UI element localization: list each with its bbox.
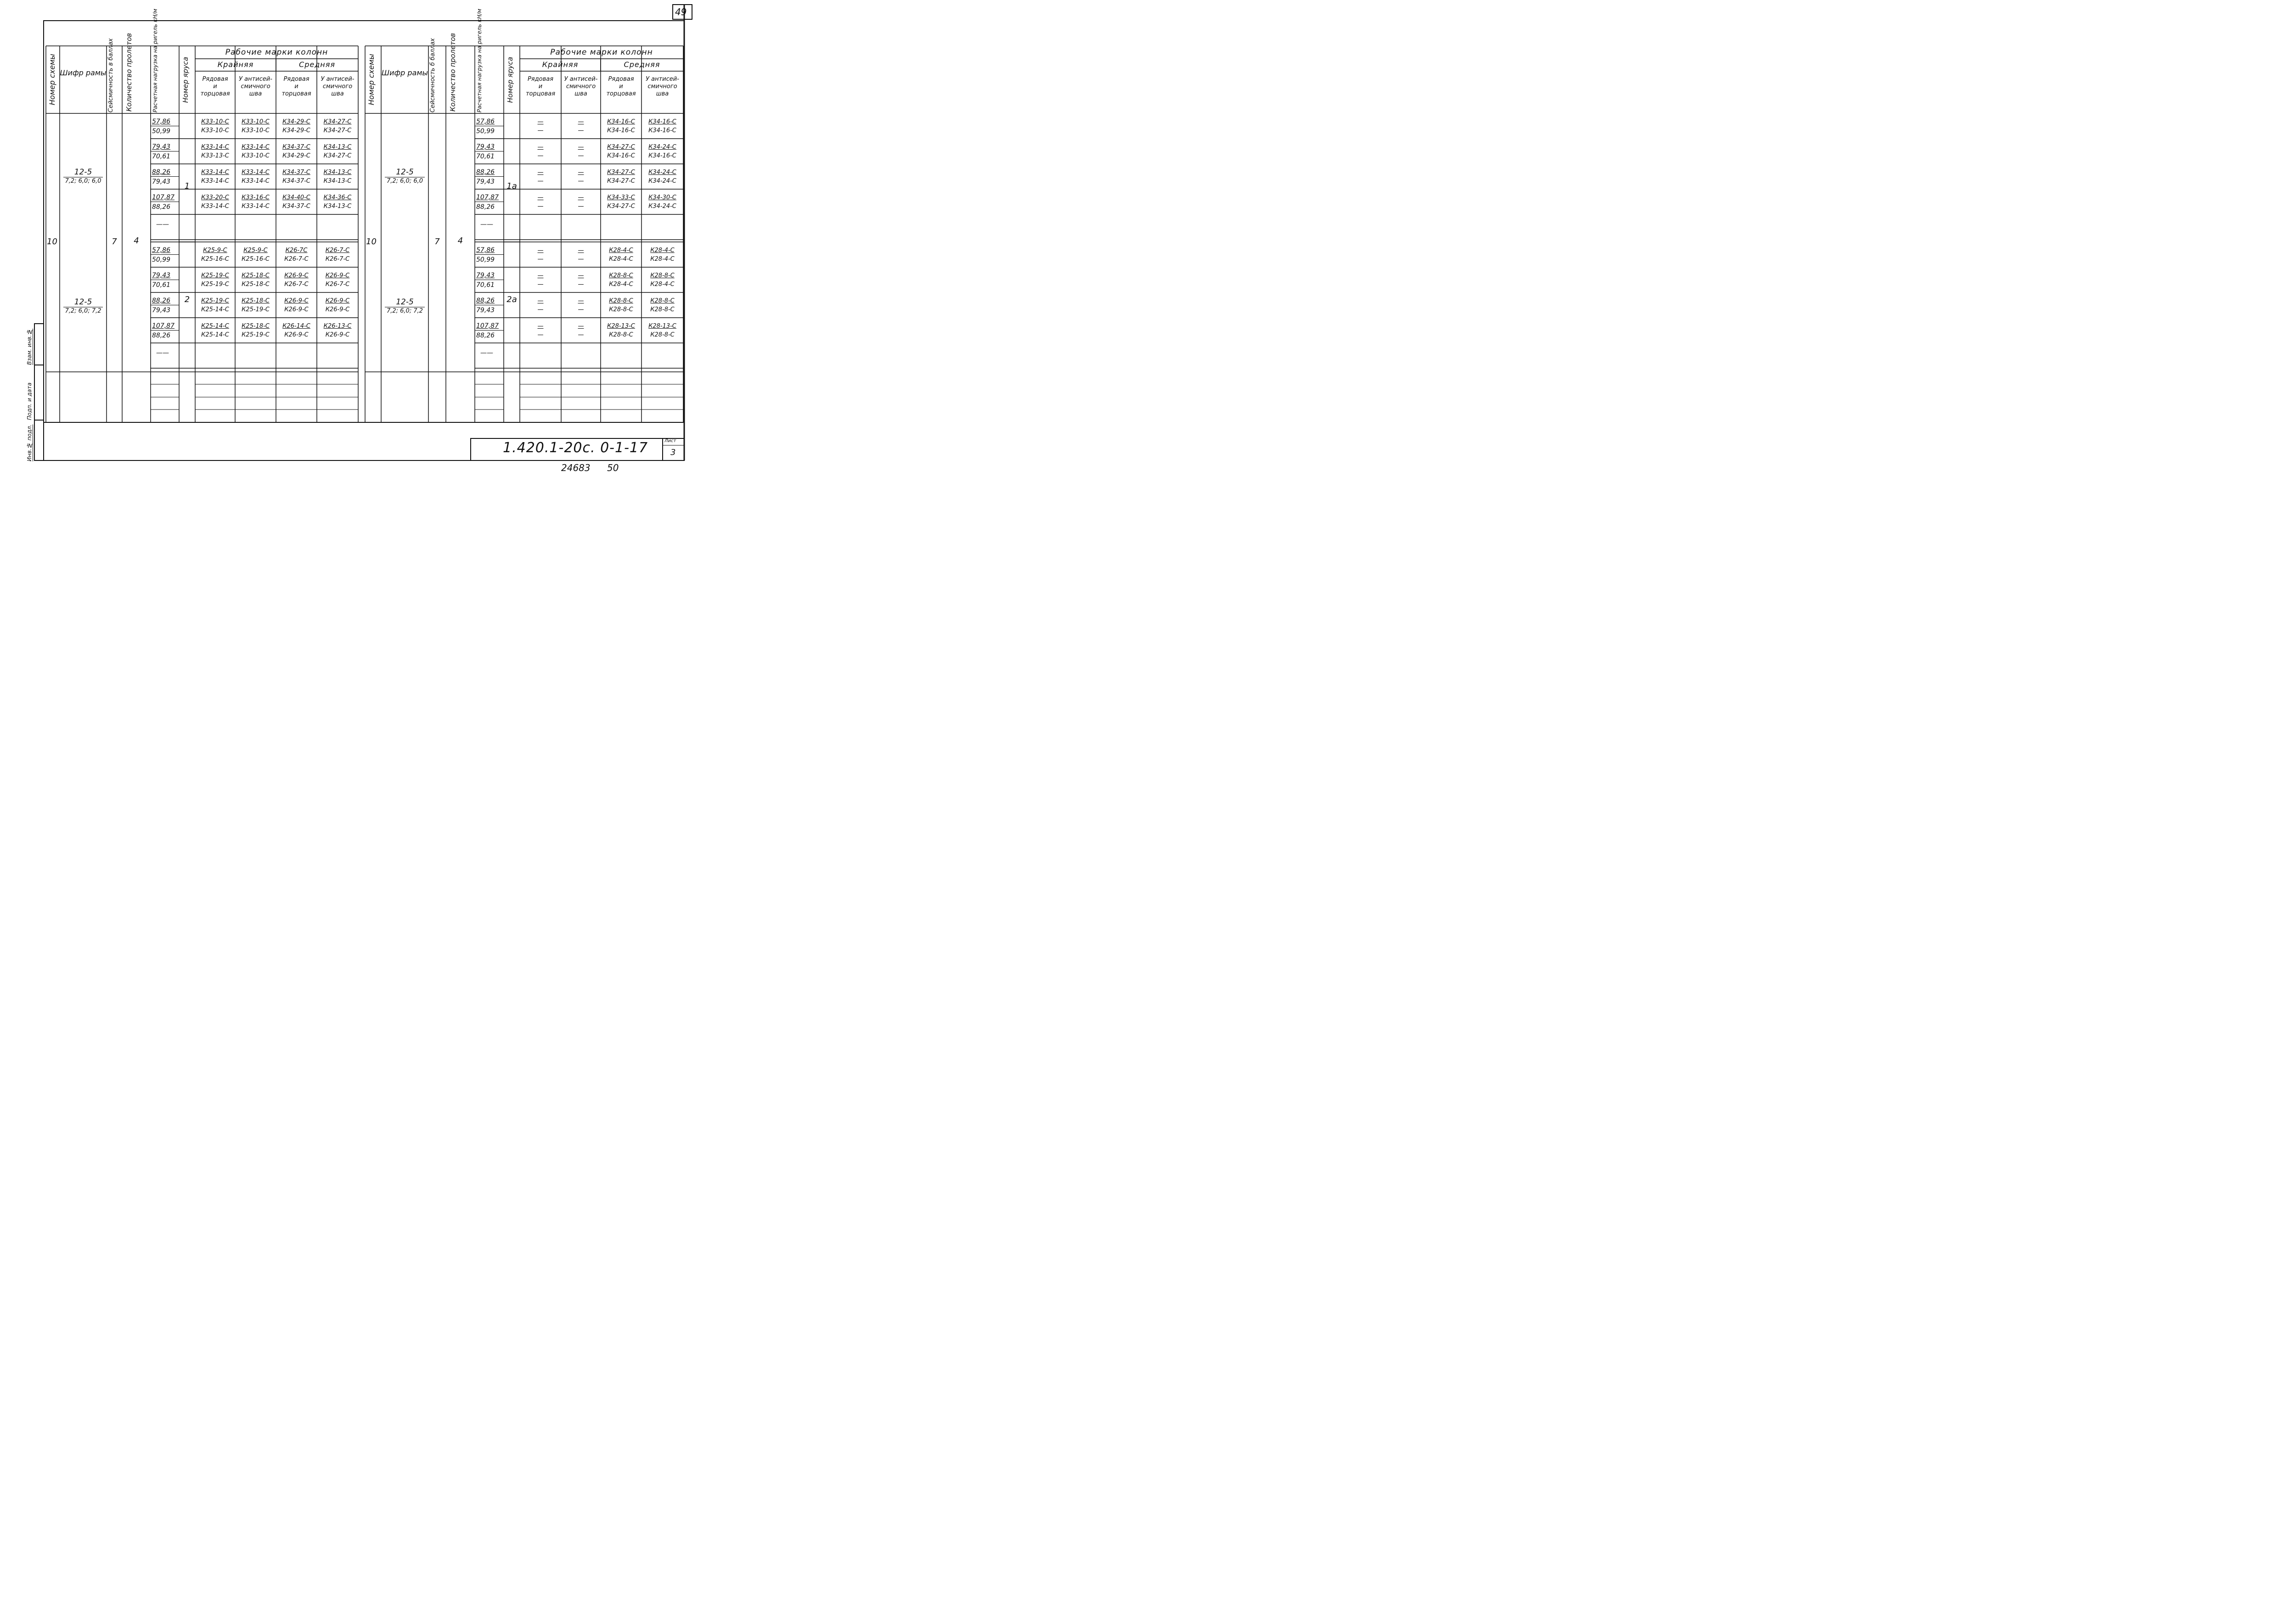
- left-mark-bottom: К34-27-С: [323, 127, 352, 134]
- left-mark-top: К26-13-С: [323, 323, 352, 330]
- right-mark-bottom: К28-8-С: [609, 306, 633, 313]
- right-mark-top: —: [578, 194, 584, 201]
- left-seismicity-value: 7: [112, 237, 117, 247]
- left-load-top: 79,43: [152, 143, 171, 151]
- left-mark-bottom: К34-13-С: [323, 178, 352, 185]
- right-mark-bottom: —: [578, 178, 584, 185]
- left-load-top: 57,86: [152, 118, 171, 125]
- left-header-scheme: Номер схемы: [48, 54, 56, 106]
- left-mark-bottom: К26-7-С: [284, 256, 309, 263]
- left-load-bottom: 88,26: [152, 332, 171, 339]
- right-mark-bottom: —: [537, 256, 544, 263]
- right-mark-bottom: К34-16-С: [648, 127, 676, 134]
- right-mark-top: —: [578, 247, 584, 254]
- left-header-sub-0: Рядовая и торцовая: [200, 76, 230, 97]
- right-mark-bottom: К28-8-С: [650, 306, 675, 313]
- right-load-top: 88,26: [476, 297, 495, 304]
- left-mark-bottom: К26-9-С: [284, 306, 309, 313]
- left-load-top: 79,43: [152, 272, 171, 279]
- left-mark-bottom: К25-19-С: [242, 306, 270, 313]
- left-header-work-marks: Рабочие марки колонн: [225, 48, 328, 57]
- left-header-edge: Крайняя: [217, 60, 254, 69]
- right-header-sub-2: Рядовая и торцовая: [606, 76, 636, 97]
- left-mark-top: К33-14-С: [201, 144, 229, 151]
- right-mark-bottom: —: [537, 203, 544, 210]
- left-mark-bottom: К33-14-С: [201, 203, 229, 210]
- right-header-spans: Количество пролетов: [449, 33, 457, 112]
- side-label-replace: Взам. инв.№: [26, 328, 33, 365]
- right-load-top: 107,87: [476, 322, 499, 330]
- right-load-top: 57,86: [476, 247, 495, 254]
- right-mark-bottom: К34-27-С: [607, 178, 635, 185]
- right-mark-bottom: К28-8-С: [609, 331, 633, 338]
- left-header-load: Расчетная нагрузка на ригель кН/м: [152, 9, 158, 112]
- right-header-middle: Средняя: [624, 60, 660, 69]
- right-header-sub-1: У антисей- смичного шва: [564, 76, 598, 97]
- left-load-bottom: 50,99: [152, 128, 171, 135]
- right-header-edge: Крайняя: [542, 60, 579, 69]
- right-mark-bottom: —: [537, 281, 544, 288]
- left-mark-bottom: К25-19-С: [242, 331, 270, 338]
- left-mark-bottom: К25-16-С: [242, 256, 270, 263]
- right-mark-bottom: —: [537, 306, 544, 313]
- left-header-sub-3: У антисей- смичного шва: [321, 76, 355, 97]
- right-mark-top: К34-27-С: [607, 169, 635, 176]
- left-mark-bottom: К34-13-С: [323, 203, 352, 210]
- left-mark-bottom: К26-7-С: [284, 281, 309, 288]
- right-mark-top: К28-8-С: [650, 297, 675, 304]
- right-load-bottom: 79,43: [476, 307, 495, 314]
- right-mark-top: К34-33-С: [607, 194, 635, 201]
- right-mark-top: —: [578, 323, 584, 330]
- left-mark-bottom: К26-7-С: [325, 256, 350, 263]
- left-mark-top: К33-10-С: [201, 118, 229, 125]
- right-load-bottom: 50,99: [476, 256, 495, 264]
- left-spans-value: 4: [134, 236, 139, 246]
- bottom-code-2: 50: [607, 462, 619, 473]
- left-header-spans: Количество пролетов: [125, 33, 133, 112]
- right-mark-bottom: К28-4-С: [650, 281, 675, 288]
- right-mark-top: К28-13-С: [648, 323, 676, 330]
- left-mark-bottom: К34-29-С: [282, 152, 310, 159]
- left-mark-top: К34-37-С: [282, 169, 310, 176]
- right-mark-bottom: —: [578, 281, 584, 288]
- right-mark-top: К28-8-С: [650, 272, 675, 279]
- left-header-sub-2: Рядовая и торцовая: [281, 76, 311, 97]
- right-tier-1: 2а: [506, 295, 517, 304]
- left-mark-bottom: К33-13-С: [201, 152, 229, 159]
- page-number: 49: [675, 6, 687, 17]
- right-empty-load-mark: ——: [480, 221, 493, 228]
- right-load-top: 88,26: [476, 168, 495, 176]
- left-mark-top: К25-19-С: [201, 297, 229, 304]
- right-mark-top: —: [537, 118, 544, 125]
- left-load-bottom: 50,99: [152, 256, 171, 264]
- right-mark-bottom: —: [537, 178, 544, 185]
- right-mark-top: —: [578, 297, 584, 304]
- left-mark-top: К25-18-С: [242, 297, 270, 304]
- right-mark-bottom: —: [537, 331, 544, 338]
- right-header-scheme: Номер схемы: [367, 54, 376, 106]
- left-load-bottom: 70,61: [152, 153, 171, 160]
- left-mark-top: К33-20-С: [201, 194, 229, 201]
- sheet-number: 3: [670, 448, 676, 457]
- left-mark-bottom: К26-9-С: [325, 331, 350, 338]
- left-frame-code-1: 12-5: [74, 297, 92, 307]
- left-load-bottom: 88,26: [152, 203, 171, 211]
- left-mark-top: К34-27-С: [323, 118, 352, 125]
- right-mark-top: —: [537, 247, 544, 254]
- right-mark-bottom: —: [537, 127, 544, 134]
- right-load-bottom: 70,61: [476, 281, 495, 289]
- right-mark-bottom: К28-4-С: [609, 281, 633, 288]
- right-mark-top: К34-24-С: [648, 169, 676, 176]
- right-mark-bottom: —: [578, 127, 584, 134]
- right-mark-top: К34-30-С: [648, 194, 676, 201]
- right-mark-bottom: К34-16-С: [648, 152, 676, 159]
- sheet-code: 1.420.1-20с. 0-1-17: [503, 440, 648, 456]
- left-mark-top: К26-7-С: [325, 247, 350, 254]
- left-mark-top: К34-13-С: [323, 169, 352, 176]
- right-mark-top: К34-27-С: [607, 144, 635, 151]
- right-mark-bottom: К28-4-С: [609, 256, 633, 263]
- right-seismicity-value: 7: [434, 237, 440, 247]
- left-mark-bottom: К33-10-С: [242, 127, 270, 134]
- left-mark-bottom: К33-14-С: [242, 203, 270, 210]
- right-mark-bottom: —: [578, 331, 584, 338]
- right-load-bottom: 70,61: [476, 153, 495, 160]
- left-mark-top: К26-14-С: [282, 323, 310, 330]
- right-header-tier: Номер яруса: [506, 56, 514, 103]
- right-mark-top: —: [578, 144, 584, 151]
- left-empty-load-mark: ——: [156, 221, 169, 228]
- left-mark-top: К25-14-С: [201, 323, 229, 330]
- right-mark-bottom: —: [578, 203, 584, 210]
- left-mark-bottom: К33-14-С: [201, 178, 229, 185]
- right-mark-top: —: [537, 169, 544, 176]
- left-load-top: 107,87: [152, 194, 174, 201]
- left-mark-top: К33-14-С: [201, 169, 229, 176]
- right-scheme-value: 10: [366, 237, 377, 247]
- left-mark-top: К33-10-С: [242, 118, 270, 125]
- right-header-work-marks: Рабочие марки колонн: [550, 48, 653, 57]
- left-tier-1: 2: [184, 295, 190, 304]
- right-mark-bottom: —: [578, 306, 584, 313]
- right-mark-bottom: К28-4-С: [650, 256, 675, 263]
- right-mark-top: К28-8-С: [609, 297, 633, 304]
- left-mark-top: К34-40-С: [282, 194, 310, 201]
- left-header-seismicity: Сейсмичность в баллах: [107, 38, 114, 112]
- left-mark-top: К34-37-С: [282, 144, 310, 151]
- left-mark-bottom: К25-14-С: [201, 306, 229, 313]
- left-mark-top: К25-18-С: [242, 272, 270, 279]
- right-load-top: 107,87: [476, 194, 499, 201]
- right-mark-bottom: —: [578, 152, 584, 159]
- left-mark-bottom: К34-37-С: [282, 203, 310, 210]
- right-mark-top: К34-16-С: [648, 118, 676, 125]
- right-tier-0: 1а: [506, 181, 517, 191]
- left-header-frame-code: Шифр рамы: [60, 68, 107, 77]
- right-mark-top: —: [578, 118, 584, 125]
- left-mark-top: К33-16-С: [242, 194, 270, 201]
- right-mark-top: —: [537, 194, 544, 201]
- right-load-bottom: 79,43: [476, 178, 495, 185]
- left-load-top: 107,87: [152, 322, 174, 330]
- side-label-sign: Подп. и дата: [26, 382, 33, 420]
- left-header-tier: Номер яруса: [181, 56, 190, 103]
- left-tier-0: 1: [184, 181, 190, 191]
- right-load-top: 57,86: [476, 118, 495, 125]
- right-mark-bottom: К34-24-С: [648, 203, 676, 210]
- left-header-middle: Средняя: [299, 60, 335, 69]
- right-mark-top: К28-13-С: [607, 323, 635, 330]
- right-mark-bottom: К34-16-С: [607, 152, 635, 159]
- right-spans-value: 4: [457, 236, 463, 246]
- right-mark-top: —: [537, 297, 544, 304]
- left-mark-top: К26-9-С: [284, 272, 309, 279]
- right-load-bottom: 88,26: [476, 332, 495, 339]
- left-mark-bottom: К33-14-С: [242, 178, 270, 185]
- right-load-top: 79,43: [476, 143, 495, 151]
- left-mark-top: К26-9-С: [284, 297, 309, 304]
- left-mark-top: К25-9-С: [203, 247, 227, 254]
- left-mark-bottom: К26-9-С: [325, 306, 350, 313]
- left-mark-top: К26-9-С: [325, 272, 350, 279]
- left-load-bottom: 79,43: [152, 307, 171, 314]
- left-load-top: 57,86: [152, 247, 171, 254]
- right-mark-top: К28-4-С: [650, 247, 675, 254]
- right-mark-top: К28-4-С: [609, 247, 633, 254]
- right-empty-load-mark: ——: [480, 349, 493, 357]
- right-header-sub-3: У антисей- смичного шва: [646, 76, 679, 97]
- side-label-inv: Инв.№ подл.: [26, 424, 33, 461]
- right-mark-top: —: [537, 272, 544, 279]
- right-mark-top: К34-16-С: [607, 118, 635, 125]
- left-mark-top: К26-9-С: [325, 297, 350, 304]
- left-load-bottom: 70,61: [152, 281, 171, 289]
- right-mark-top: —: [578, 169, 584, 176]
- left-mark-bottom: К25-19-С: [201, 281, 229, 288]
- left-load-top: 88,26: [152, 168, 171, 176]
- left-empty-load-mark: ——: [156, 349, 169, 357]
- right-mark-bottom: К34-16-С: [607, 127, 635, 134]
- right-mark-top: —: [537, 144, 544, 151]
- left-mark-top: К25-9-С: [243, 247, 268, 254]
- right-mark-bottom: —: [537, 152, 544, 159]
- right-frame-params-1: 7,2; 6,0; 7,2: [386, 308, 423, 314]
- left-load-bottom: 79,43: [152, 178, 171, 185]
- right-header-load: Расчетная нагрузка на ригель кН/м: [476, 9, 483, 112]
- left-frame-params-1: 7,2; 6,0; 7,2: [65, 308, 101, 314]
- left-mark-top: К34-36-С: [323, 194, 352, 201]
- left-mark-top: К33-14-С: [242, 144, 270, 151]
- right-mark-bottom: К28-8-С: [650, 331, 675, 338]
- right-load-bottom: 88,26: [476, 203, 495, 211]
- left-frame-params-0: 7,2; 6,0; 6,0: [65, 178, 101, 185]
- left-mark-top: К33-14-С: [242, 169, 270, 176]
- left-mark-bottom: К33-10-С: [242, 152, 270, 159]
- right-header-seismicity: Сейсмичность б баллах: [429, 38, 436, 112]
- right-frame-code-1: 12-5: [396, 297, 414, 307]
- left-load-top: 88,26: [152, 297, 171, 304]
- right-mark-bottom: —: [578, 256, 584, 263]
- left-mark-bottom: К34-27-С: [323, 152, 352, 159]
- left-mark-top: К34-29-С: [282, 118, 310, 125]
- right-mark-top: —: [578, 272, 584, 279]
- left-mark-top: К25-19-С: [201, 272, 229, 279]
- left-mark-bottom: К26-7-С: [325, 281, 350, 288]
- right-load-top: 79,43: [476, 272, 495, 279]
- right-load-bottom: 50,99: [476, 128, 495, 135]
- right-header-frame-code: Шифр рамы: [381, 68, 428, 77]
- left-mark-bottom: К25-18-С: [242, 281, 270, 288]
- right-mark-bottom: К34-27-С: [607, 203, 635, 210]
- left-mark-top: К26-7С: [285, 247, 308, 254]
- right-mark-top: —: [537, 323, 544, 330]
- right-frame-params-0: 7,2; 6,0; 6,0: [386, 178, 423, 185]
- right-mark-top: К34-24-С: [648, 144, 676, 151]
- left-frame-code-0: 12-5: [74, 168, 92, 177]
- sheet-label: Лист: [664, 438, 676, 443]
- left-scheme-value: 10: [47, 237, 57, 247]
- left-mark-top: К25-18-С: [242, 323, 270, 330]
- right-header-sub-0: Рядовая и торцовая: [525, 76, 556, 97]
- left-mark-top: К34-13-С: [323, 144, 352, 151]
- left-mark-bottom: К34-37-С: [282, 178, 310, 185]
- left-mark-bottom: К34-29-С: [282, 127, 310, 134]
- right-mark-bottom: К34-24-С: [648, 178, 676, 185]
- left-mark-bottom: К33-10-С: [201, 127, 229, 134]
- right-mark-top: К28-8-С: [609, 272, 633, 279]
- right-frame-code-0: 12-5: [396, 168, 414, 177]
- left-mark-bottom: К25-16-С: [201, 256, 229, 263]
- bottom-code-1: 24683: [561, 462, 591, 473]
- left-mark-bottom: К26-9-С: [284, 331, 309, 338]
- left-mark-bottom: К25-14-С: [201, 331, 229, 338]
- left-header-sub-1: У антисей- смичного шва: [239, 76, 272, 97]
